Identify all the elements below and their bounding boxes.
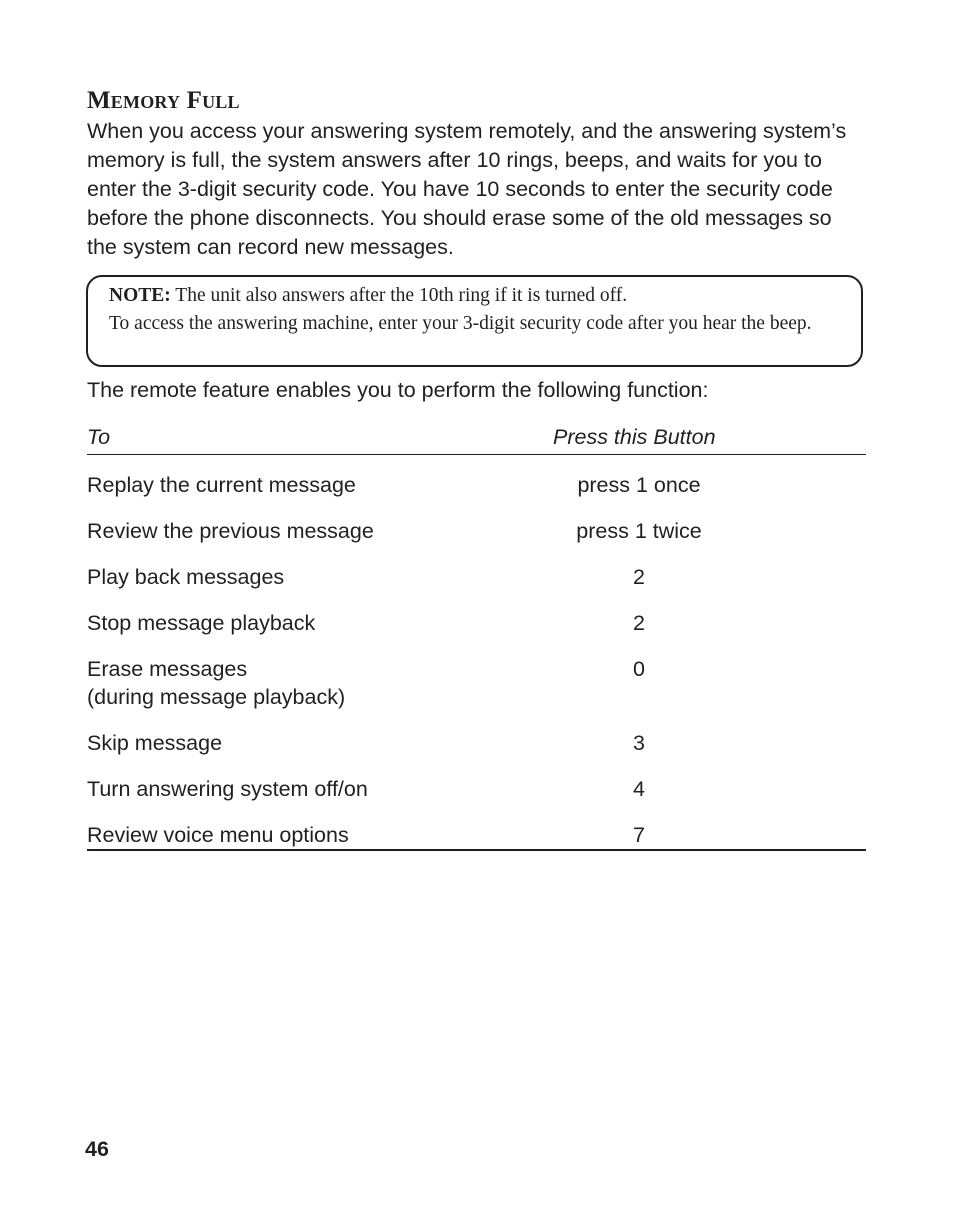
table-row — [87, 563, 866, 591]
row-action: Erase messages (during message playback) — [87, 657, 346, 709]
table-row — [87, 775, 866, 803]
header-press-this-button: Press this Button — [553, 425, 716, 449]
note-label: NOTE: — [109, 285, 171, 306]
section-body-text: When you access your answering system remotely, and the answering system’s memory is full, the system answers after 10 rings, beeps, and waits for you to enter the 3-digit security code. You have 10 seconds to enter the security code before the phone disconnects. You should erase some of the old messages so the system can record new messages. — [87, 119, 847, 259]
note-line-2: To access the answering machine, enter your 3-digit security code after you hear the beep. — [109, 312, 812, 334]
row-action: Turn answering system off/on — [87, 777, 368, 801]
table-row — [87, 821, 866, 849]
row-button: press 1 once — [577, 473, 701, 497]
header-to: To — [87, 425, 111, 449]
row-action: Stop message playback — [87, 611, 316, 635]
row-action: Skip message — [87, 731, 223, 755]
table-row — [87, 471, 866, 499]
table-row — [87, 655, 866, 711]
remote-feature-intro: The remote feature enables you to perform the following function: — [87, 378, 709, 402]
row-button: 3 — [633, 731, 645, 755]
remote-functions-table — [87, 421, 866, 851]
note-box — [86, 275, 863, 367]
table-body — [87, 471, 866, 851]
table-row — [87, 517, 866, 545]
row-button: 4 — [633, 777, 645, 801]
note-line-1: The unit also answers after the 10th ring if it is turned off. — [170, 285, 628, 306]
row-button: 7 — [633, 823, 645, 847]
table-row — [87, 609, 866, 637]
row-action: Play back messages — [87, 565, 285, 589]
row-action: Replay the current message — [87, 473, 356, 497]
row-action: Review the previous message — [87, 519, 374, 543]
row-action: Review voice menu options — [87, 823, 349, 847]
table-header — [87, 421, 866, 455]
row-button: press 1 twice — [576, 519, 702, 543]
section-heading: Memory Full — [87, 87, 240, 114]
row-button: 0 — [633, 657, 645, 681]
page-number: 46 — [85, 1137, 109, 1161]
table-row — [87, 729, 866, 757]
row-button: 2 — [633, 611, 645, 635]
row-button: 2 — [633, 565, 645, 589]
